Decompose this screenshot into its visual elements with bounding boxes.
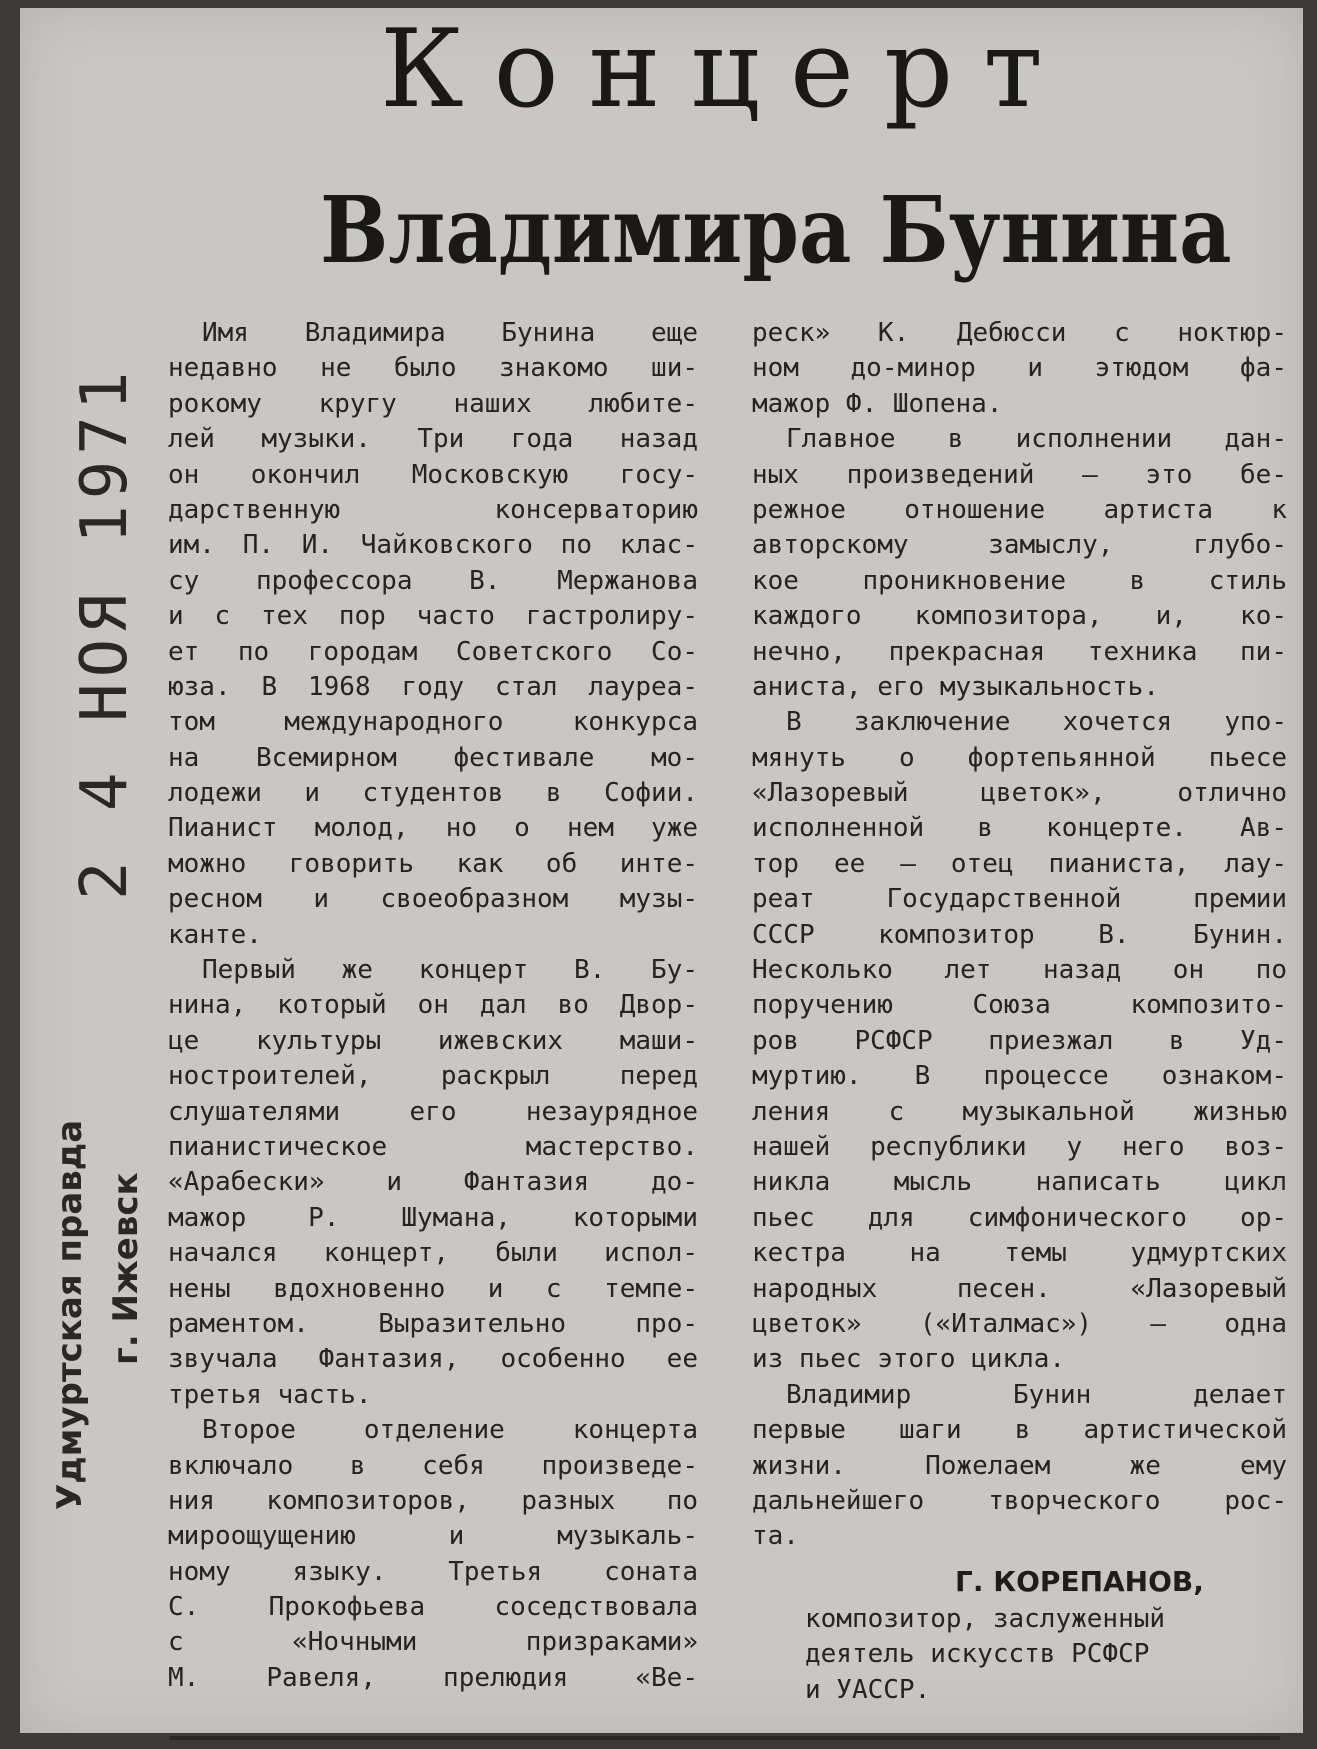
article-line: из пьес этого цикла.	[752, 1344, 1066, 1375]
article-line: юза. В 1968 году стал лауреа-	[168, 671, 698, 702]
article-line: нечно, прекрасная техника пи-	[752, 636, 1287, 667]
article-line: ных произведений — это бе-	[752, 459, 1287, 490]
article-line: на Всемирном фестивале мо-	[168, 742, 698, 773]
article-line: дарственную консерваторию	[168, 494, 698, 525]
article-line: Пианист молод, но о нем уже	[168, 813, 698, 844]
article-column-right	[752, 316, 1287, 1555]
article-line: пьес для симфонического ор-	[752, 1202, 1287, 1233]
headline-line-1: Концерт	[380, 7, 1073, 132]
article-line: муртию. В процессе ознаком-	[752, 1061, 1287, 1092]
article-line: «Лазоревый цветок», отлично	[752, 778, 1287, 809]
article-line: раментом. Выразительно про-	[168, 1308, 698, 1339]
article-line: канте.	[168, 919, 262, 950]
article-line: недавно не было знакомо ши-	[168, 353, 698, 384]
article-line: М. Равеля, прелюдия «Ве-	[168, 1662, 698, 1693]
article-line: В заключение хочется упо-	[786, 707, 1287, 738]
article-line: це культуры ижевских маши-	[168, 1025, 698, 1056]
author-name: Г. КОРЕПАНОВ,	[955, 1565, 1204, 1598]
article-line: исполненной в концерте. Ав-	[752, 813, 1287, 844]
article-line: ном до-минор и этюдом фа-	[752, 353, 1287, 384]
article-line: народных песен. «Лазоревый	[752, 1273, 1287, 1304]
article-line: ет по городам Советского Со-	[168, 636, 698, 667]
article-line: включало в себя произведе-	[168, 1450, 698, 1481]
article-line: су профессора В. Мержанова	[168, 565, 698, 596]
article-line: им. П. И. Чайковского по клас-	[168, 530, 698, 561]
article-line: каждого композитора, и, ко-	[752, 601, 1287, 632]
article-line: жизни. Пожелаем же ему	[752, 1450, 1287, 1481]
article-line: мироощущению и музыкаль-	[168, 1521, 698, 1552]
stamp-newspaper-name: Удмуртская правда	[50, 1119, 90, 1510]
article-line: Владимир Бунин делает	[786, 1379, 1287, 1410]
headline-line-2: Владимира Бунина	[320, 176, 1232, 284]
article-line: и с тех пор часто гастролиру-	[168, 601, 698, 632]
article-line: нина, который он дал во Двор-	[168, 990, 698, 1021]
article-line: Имя Владимира Бунина еще	[202, 318, 698, 348]
article-line: рокому кругу наших любите-	[168, 388, 698, 419]
article-line: лей музыки. Три года назад	[168, 424, 698, 455]
article-line: третья часть.	[168, 1379, 372, 1410]
author-credentials	[805, 1602, 1245, 1708]
article-line: можно говорить как об инте-	[168, 848, 698, 879]
archive-stamp	[20, 365, 170, 1580]
article-line: звучала Фантазия, особенно ее	[168, 1344, 698, 1375]
article-line: нашей республики у него воз-	[752, 1131, 1287, 1162]
article-line: аниста, его музыкальность.	[752, 671, 1159, 702]
article-line: пианистическое мастерство.	[168, 1131, 698, 1162]
article-line: СССР композитор В. Бунин.	[752, 919, 1287, 950]
article-line: ному языку. Третья соната	[168, 1556, 698, 1587]
article-line: том международного конкурса	[168, 707, 698, 738]
article-line: реат Государственной премии	[752, 884, 1287, 915]
stamp-date: 2 4 НОЯ 1971	[68, 365, 142, 900]
article-line: Главное в исполнении дан-	[786, 424, 1287, 455]
article-line: мянуть о фортепьянной пьесе	[752, 742, 1287, 773]
article-line: ностроителей, раскрыл перед	[168, 1061, 698, 1092]
article-line: нены вдохновенно и с темпе-	[168, 1273, 698, 1304]
article-line: лодежи и студентов в Софии.	[168, 778, 698, 809]
article-line: ресном и своеобразном музы-	[168, 884, 698, 915]
article-line: кестра на темы удмуртских	[752, 1238, 1287, 1269]
article-line: он окончил Московскую госу-	[168, 459, 698, 490]
author-credentials-line: композитор, заслуженный	[805, 1604, 1166, 1634]
article-line: авторскому замыслу, глубо-	[752, 530, 1287, 561]
article-line: С. Прокофьева соседствовала	[168, 1592, 698, 1623]
article-line: Второе отделение концерта	[202, 1415, 698, 1446]
article-line: тор ее — отец пианиста, лау-	[752, 848, 1287, 879]
author-credentials-line: и УАССР.	[805, 1674, 931, 1705]
article-line: никла мысль написать цикл	[752, 1167, 1287, 1198]
article-line: ров РСФСР приезжал в Уд-	[752, 1025, 1287, 1056]
article-line: «Арабески» и Фантазия до-	[168, 1167, 698, 1198]
article-line: цветок» («Италмас») — одна	[752, 1308, 1287, 1339]
stamp-city: г. Ижевск	[106, 1172, 146, 1365]
article-line: начался концерт, были испол-	[168, 1238, 698, 1269]
article-line: с «Ночными призраками»	[168, 1627, 698, 1658]
article-column-left	[168, 316, 698, 1696]
article-line: ния композиторов, разных по	[168, 1485, 698, 1516]
article-line: дальнейшего творческого рос-	[752, 1485, 1287, 1516]
article-line: первые шаги в артистической	[752, 1415, 1287, 1446]
article-line: слушателями его незаурядное	[168, 1096, 698, 1127]
bottom-rule	[170, 1736, 1280, 1740]
article-line: Несколько лет назад он по	[752, 955, 1287, 986]
article-line: ления с музыкальной жизнью	[752, 1096, 1287, 1127]
article-line: мажор Р. Шумана, которыми	[168, 1202, 698, 1233]
article-line: режное отношение артиста к	[752, 494, 1287, 525]
article-line: кое проникновение в стиль	[752, 565, 1287, 596]
article-line: реск» К. Дебюсси с ноктюр-	[752, 318, 1287, 348]
article-line: Первый же концерт В. Бу-	[202, 955, 698, 986]
author-credentials-line: деятель искусств РСФСР	[805, 1639, 1150, 1670]
article-line: мажор Ф. Шопена.	[752, 388, 1003, 419]
article-line: та.	[752, 1521, 799, 1552]
article-line: поручению Союза композито-	[752, 990, 1287, 1021]
